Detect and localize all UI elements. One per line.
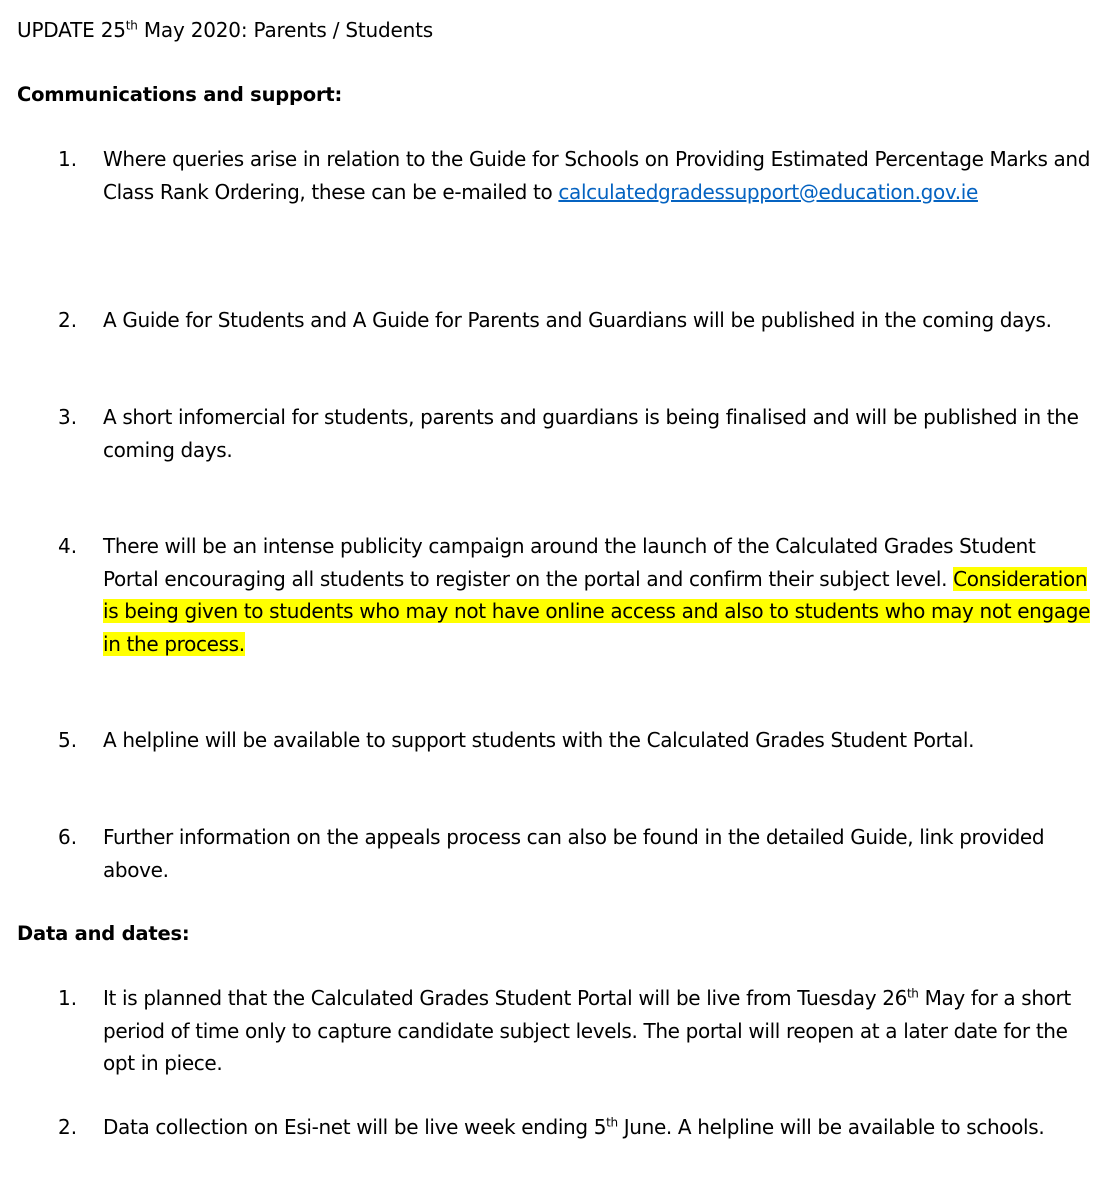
list-item-text-before: Data collection on Esi-net will be live week ending 5: [103, 1115, 607, 1139]
list-item-number: 2.: [58, 308, 78, 332]
list-item-text: A Guide for Students and A Guide for Parents and Guardians will be published in the coming days.: [103, 308, 1052, 332]
document-title: [17, 16, 433, 44]
list-item-text-before: Where queries arise in relation to the Guide for Schools on Providing Estimated Percentage Marks and Class Rank Ordering, these can be e-mailed to: [103, 147, 1091, 204]
highlighted-text: Consideration is being given to students who may not have online access and also to students who may not engage in the process.: [103, 566, 1091, 656]
list-item-number: 1.: [58, 986, 78, 1010]
list-item-number: 3.: [58, 405, 78, 429]
list-item-number: 6.: [58, 825, 78, 849]
list-item-text-before: It is planned that the Calculated Grades Student Portal will be live from Tuesday 26: [103, 986, 907, 1010]
list-item-text: [103, 982, 1103, 1080]
title-rest: May 2020: Parents / Students: [137, 18, 433, 42]
list-item-text: A short infomercial for students, parents and guardians is being finalised and will be published in the coming days.: [103, 405, 1079, 462]
list-item-text: [103, 530, 1093, 660]
section-heading-communications: Communications and support:: [17, 83, 343, 106]
list-item-number: 2.: [58, 1115, 78, 1139]
section-heading-data-dates: Data and dates:: [17, 922, 190, 945]
list-item-text: [103, 1111, 1063, 1144]
list-item-text: [103, 143, 1103, 208]
list-item-superscript: th: [906, 986, 919, 1001]
list-item-number: 5.: [58, 728, 78, 752]
list-item-number: 4.: [58, 534, 78, 558]
list-item-text-after: May for a short period of time only to capture candidate subject levels. The portal will reopen at a later date for the opt in piece.: [103, 986, 1071, 1075]
list-item-text-after: June. A helpline will be available to schools.: [617, 1115, 1045, 1139]
list-item-text-plain: There will be an intense publicity campaign around the launch of the Calculated Grades Student Portal encouraging all students to register on the portal and confirm their subject level.: [103, 534, 1036, 591]
title-superscript: th: [125, 18, 138, 33]
title-prefix: UPDATE 25: [17, 18, 126, 42]
list-item-text: Further information on the appeals process can also be found in the detailed Guide, link provided above.: [103, 825, 1045, 882]
list-item-superscript: th: [606, 1115, 618, 1130]
list-item-number: 1.: [58, 147, 78, 171]
list-item-text: A helpline will be available to support students with the Calculated Grades Student Portal.: [103, 728, 975, 752]
support-email-link[interactable]: calculatedgradessupport@education.gov.ie: [558, 179, 978, 204]
